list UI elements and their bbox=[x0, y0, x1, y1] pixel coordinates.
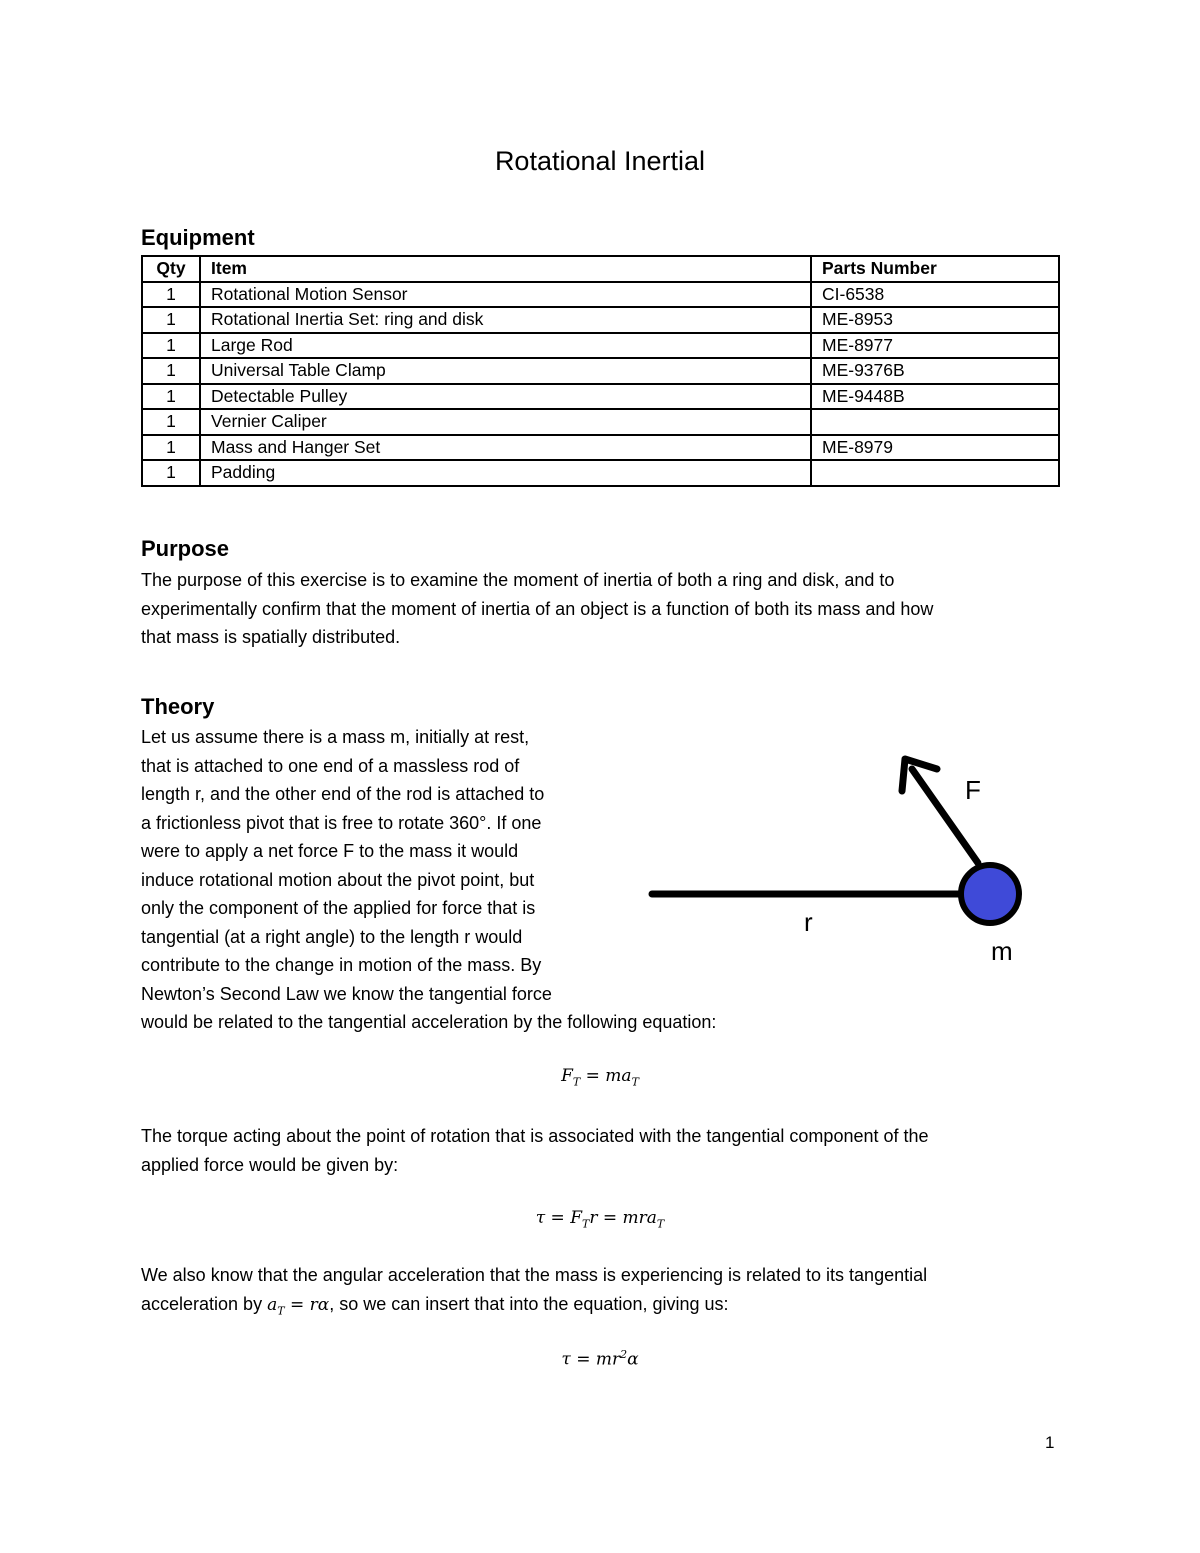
item-cell: Detectable Pulley bbox=[200, 384, 811, 410]
text-line: The purpose of this exercise is to examine the moment of inertia of both a ring and disk, and to bbox=[141, 570, 895, 590]
part-number-cell: ME-8977 bbox=[811, 333, 1059, 359]
qty-cell: 1 bbox=[142, 333, 200, 359]
qty-cell: 1 bbox=[142, 358, 200, 384]
text-line: induce rotational motion about the pivot point, but bbox=[141, 869, 535, 890]
part-number-cell bbox=[811, 409, 1059, 435]
force-label: F bbox=[965, 775, 981, 805]
text-line: We also know that the angular acceleration that the mass is experiencing is related to its tangential bbox=[141, 1265, 928, 1285]
text-line: were to apply a net force F to the mass it would bbox=[141, 841, 519, 861]
item-cell: Padding bbox=[200, 460, 811, 486]
qty-cell: 1 bbox=[142, 460, 200, 486]
part-number-cell: ME-9376B bbox=[811, 358, 1059, 384]
column-header-parts-number: Parts Number bbox=[811, 256, 1059, 282]
torque-paragraph bbox=[141, 1122, 1041, 1179]
table-row bbox=[142, 333, 1059, 359]
text-line: experimentally confirm that the moment of inertia of an object is a function of both its mass and how bbox=[141, 598, 934, 619]
text-line: length r, and the other end of the rod is attached to bbox=[141, 784, 545, 804]
item-cell: Vernier Caliper bbox=[200, 409, 811, 435]
item-cell: Mass and Hanger Set bbox=[200, 435, 811, 461]
rotating-mass-diagram bbox=[640, 745, 1060, 975]
equation-tangential-force: $F_T = ma_T$ bbox=[561, 1066, 639, 1089]
part-number-cell: CI-6538 bbox=[811, 282, 1059, 308]
table-header-row bbox=[142, 256, 1059, 282]
column-header-qty: Qty bbox=[142, 256, 200, 282]
text-line: that is attached to one end of a massless rod of bbox=[141, 755, 520, 776]
item-cell: Universal Table Clamp bbox=[200, 358, 811, 384]
qty-cell: 1 bbox=[142, 282, 200, 308]
part-number-cell: ME-8979 bbox=[811, 435, 1059, 461]
text-line: applied force would be given by: bbox=[141, 1154, 399, 1175]
table-row bbox=[142, 282, 1059, 308]
length-label: r bbox=[804, 907, 813, 937]
qty-cell: 1 bbox=[142, 384, 200, 410]
theory-heading: Theory bbox=[141, 694, 215, 719]
qty-cell: 1 bbox=[142, 307, 200, 333]
page-title: Rotational Inertial bbox=[494, 146, 706, 176]
equipment-heading: Equipment bbox=[141, 225, 255, 250]
table-row bbox=[142, 409, 1059, 435]
page-number: 1 bbox=[1045, 1433, 1055, 1452]
angular-paragraph bbox=[141, 1261, 1041, 1325]
part-number-cell: ME-8953 bbox=[811, 307, 1059, 333]
qty-cell: 1 bbox=[142, 409, 200, 435]
column-header-item: Item bbox=[200, 256, 811, 282]
text-line: acceleration by $a_T = r\alpha$, so we can insert that into the equation, giving us: bbox=[141, 1293, 729, 1317]
table-row bbox=[142, 460, 1059, 486]
purpose-heading: Purpose bbox=[141, 536, 230, 561]
item-cell: Rotational Motion Sensor bbox=[200, 282, 811, 308]
item-cell: Large Rod bbox=[200, 333, 811, 359]
table-row bbox=[142, 435, 1059, 461]
text-line: Newton’s Second Law we know the tangential force bbox=[141, 983, 552, 1004]
mass-label: m bbox=[991, 936, 1013, 966]
text-line: that mass is spatially distributed. bbox=[141, 627, 401, 647]
text-line: tangential (at a right angle) to the length r would bbox=[141, 926, 523, 947]
text-line: would be related to the tangential acceleration by the following equation: bbox=[141, 1012, 717, 1032]
equation-torque-angular: $\tau = mr^2\alpha$ bbox=[561, 1348, 639, 1370]
part-number-cell: ME-9448B bbox=[811, 384, 1059, 410]
table-row bbox=[142, 384, 1059, 410]
equation-torque: $\tau = F_Tr = mra_T$ bbox=[535, 1208, 665, 1231]
item-cell: Rotational Inertia Set: ring and disk bbox=[200, 307, 811, 333]
purpose-paragraph bbox=[141, 566, 1041, 652]
table-row bbox=[142, 358, 1059, 384]
part-number-cell bbox=[811, 460, 1059, 486]
text-line: a frictionless pivot that is free to rotate 360°. If one bbox=[141, 812, 542, 833]
text-line: The torque acting about the point of rotation that is associated with the tangential component of the bbox=[141, 1126, 929, 1146]
equipment-table bbox=[141, 255, 1060, 487]
qty-cell: 1 bbox=[142, 435, 200, 461]
inline-equation: $a_T = r\alpha$ bbox=[267, 1294, 330, 1317]
text-line: Let us assume there is a mass m, initially at rest, bbox=[141, 727, 530, 747]
mass-ball bbox=[961, 865, 1019, 923]
table-row bbox=[142, 307, 1059, 333]
text-line: only the component of the applied for force that is bbox=[141, 898, 536, 918]
text-line: contribute to the change in motion of the mass. By bbox=[141, 955, 542, 975]
